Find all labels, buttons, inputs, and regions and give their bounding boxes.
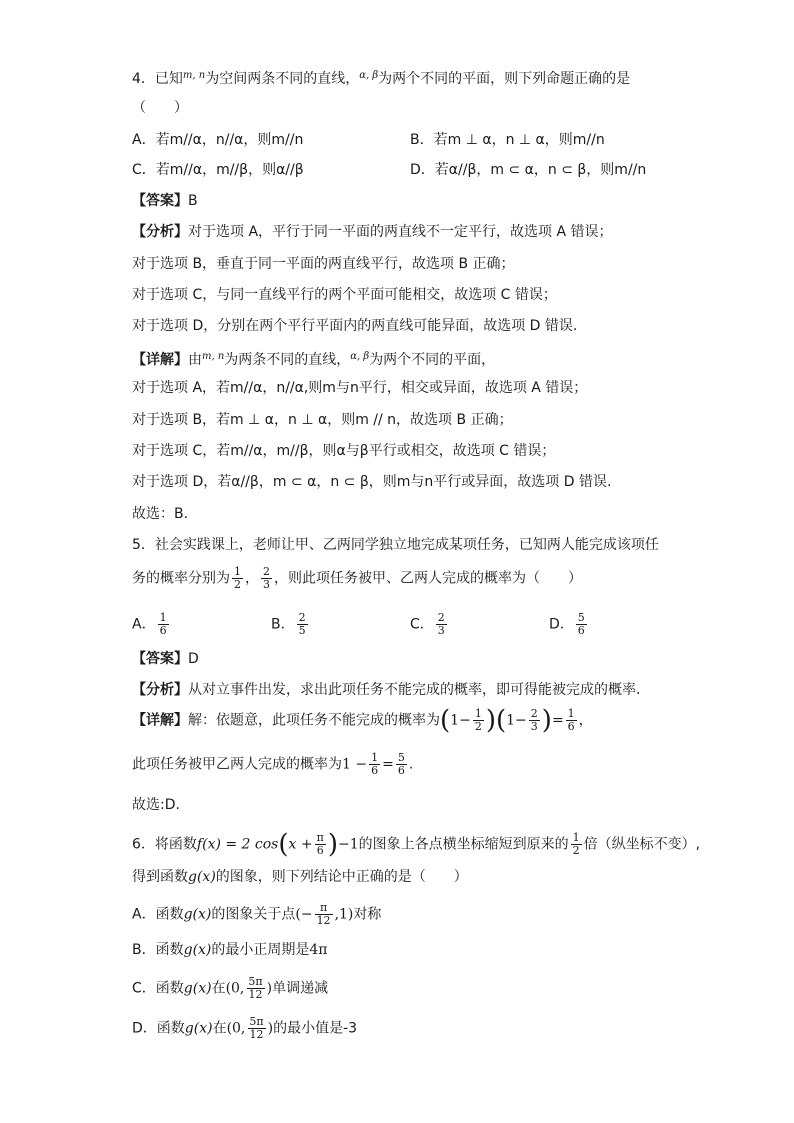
q6-stem-text: 6．将函数 [132,836,197,853]
numerator: 1 [567,707,575,720]
analysis-text: 从对立事件出发，求出此项任务不能完成的概率，即可得能被完成的概率. [188,682,641,698]
fraction [232,566,243,591]
q4-choose: 故选：B. [132,506,189,522]
fraction [315,902,333,927]
q4-analysis-3: 对于选项 C，与同一直线平行的两个平面可能相交，故选项 C 错误； [132,287,557,303]
q4-analysis-4: 对于选项 D，分别在两个平行平面内的两直线可能异面，故选项 D 错误. [132,318,578,334]
fraction [566,708,577,733]
denominator: 12 [249,1028,264,1041]
function-name: g(x) [184,1020,213,1037]
paren-close: ) [327,829,338,860]
option-text: 的最小值是-3 [273,1020,358,1037]
q5-detail [132,705,593,736]
denominator: 12 [316,914,331,927]
paren-open: ( [440,705,451,736]
equals-sign: = [382,756,394,773]
detail-text: 此项任务被甲乙两人完成的概率为 [132,756,342,773]
answer-value: B [188,193,198,209]
paren-open: ( [278,829,289,860]
comma: ， [245,570,259,587]
q4-detail-c: 对于选项 C，若m//α，m//β，则α与β平行或相交，故选项 C 错误； [132,443,556,459]
numerator: 1 [234,565,241,578]
fraction [297,612,308,637]
paren-open: ( [495,705,507,736]
minus-sign: − [515,712,527,729]
expression: (0, [225,980,245,997]
q6-stem-text: 的图象上各点横坐标缩短到原来的 [358,836,569,853]
expression: ) [267,1020,274,1037]
fraction [246,976,264,1001]
detail-mn: m, n [202,351,225,362]
expression: (− [295,906,313,923]
denominator: 2 [474,720,482,733]
q5-choose: 故选:D. [132,797,180,813]
answer-value: D [188,651,199,667]
expression: ) [266,980,273,997]
expression: (0, [226,1020,246,1037]
q5-stem-1: 5．社会实践课上，老师让甲、乙两同学独立地完成某项任务，已知两人能完成该项任 [132,537,659,553]
numerator: π [319,901,328,914]
q4-ab: α, β [359,70,379,81]
denominator: 12 [248,988,263,1001]
analysis-tag: 【分析】 [132,224,188,240]
option-text: 在 [211,980,226,997]
detail-text: 为两个不同的平面， [369,352,496,368]
q6-option-c [132,976,328,1001]
fraction [529,708,540,733]
option-text: 的最小正周期是 [211,942,310,958]
denominator: 3 [263,578,270,591]
expression: ,1) [334,906,354,923]
numerator: 2 [530,707,538,720]
detail-tag: 【详解】 [132,352,188,368]
numerator: 5π [249,1015,264,1028]
denominator: 2 [234,578,241,591]
expression: 1 − [342,756,368,773]
analysis-tag: 【分析】 [132,682,188,698]
number: 1 [450,712,460,729]
q4-analysis-1 [132,222,613,242]
denominator: 6 [371,764,379,777]
q4-stem-suffix: 为两个不同的平面，则下列命题正确的是 [378,71,631,87]
q5-option-c [410,612,449,637]
option-text: D．函数 [132,1020,185,1037]
q6-option-b [132,940,328,960]
denominator: 6 [316,844,324,857]
function-name: g(x) [188,869,216,885]
expression: x + [288,836,313,853]
q5-option-d [549,612,589,637]
q6-option-a [132,902,381,927]
option-text: C．函数 [132,980,184,997]
q4-option-a: A．若m//α，n//α，则m//n [132,132,304,148]
option-label: D． [549,616,574,633]
fraction [396,752,407,777]
paren-close: ) [485,705,496,736]
option-label: C． [410,616,434,633]
option-text: B．函数 [132,942,184,958]
q4-option-b: B．若m ⊥ α，n ⊥ α，则m//n [410,132,605,148]
fraction [369,752,380,777]
option-text: A．函数 [132,906,184,923]
fraction [158,612,169,637]
function-expression: f(x) = 2 cos [196,836,279,853]
numerator: 2 [263,565,270,578]
q5-option-a [132,612,171,637]
analysis-text: 对于选项 A，平行于同一平面的两直线不一定平行，故选项 A 错误； [188,224,613,240]
option-label: A． [132,616,156,633]
number: 1 [506,712,516,729]
function-name: g(x) [183,942,212,958]
detail-text: 为两条不同的直线， [224,352,351,368]
q6-stem-text: 的图象，则下列结论中正确的是（ ） [215,869,468,885]
paren-close: ) [541,705,552,736]
q4-analysis-2: 对于选项 B，垂直于同一平面的两直线平行，故选项 B 正确； [132,256,515,272]
numerator: 1 [572,831,580,844]
detail-text: . [408,756,414,773]
denominator: 5 [298,624,306,637]
option-text: 在 [212,1020,227,1037]
q5-stem-2 [132,566,582,591]
detail-ab: α, β [350,351,370,362]
fraction [473,708,484,733]
denominator: 3 [530,720,538,733]
q4-stem-mid: 为空间两条不同的直线， [205,71,360,87]
answer-tag: 【答案】 [132,651,188,667]
numerator: π [316,831,324,844]
q6-stem-2 [132,867,468,887]
fraction [315,832,326,857]
numerator: 5 [577,611,585,624]
q4-mn: m, n [182,70,206,81]
function-name: g(x) [183,906,212,923]
option-text: 对称 [353,906,382,923]
detail-text: 由 [188,352,202,368]
fraction [576,612,587,637]
fraction [571,832,582,857]
function-name: g(x) [183,980,212,997]
denominator: 3 [437,624,445,637]
q4-bracket: （ ） [132,100,188,116]
q4-answer [132,191,198,211]
detail-text: ， [578,712,593,729]
q6-option-d [132,1016,357,1041]
fraction [247,1016,265,1041]
numerator: 1 [474,707,482,720]
q4-option-d: D．若α//β，m ⊂ α，n ⊂ β，则m//n [410,162,647,178]
option-text: 的图象关于点 [211,906,296,923]
numerator: 2 [437,611,445,624]
denominator: 2 [572,844,580,857]
answer-tag: 【答案】 [132,193,188,209]
denominator: 6 [159,624,167,637]
detail-tag: 【详解】 [132,712,188,729]
q4-stem-prefix: 4．已知 [132,71,183,87]
q5-answer [132,649,199,669]
fraction [261,566,272,591]
q5-stem-text: 务的概率分别为 [132,570,230,587]
equals-sign: = [551,712,564,729]
denominator: 6 [577,624,585,637]
q4-detail-d: 对于选项 D，若α//β，m ⊂ α，n ⊂ β，则m与n平行或异面，故选项 D 错误. [132,474,612,490]
numerator: 5 [397,751,405,764]
fraction [436,612,447,637]
expression: −1 [338,836,359,853]
numerator: 2 [298,611,306,624]
q4-detail-a: 对于选项 A，若m//α，n//α,则m与n平行，相交或异面，故选项 A 错误； [132,380,588,396]
q5-analysis [132,680,640,700]
numerator: 5π [248,975,263,988]
q5-detail-2 [132,752,413,777]
q6-stem-text: 倍（纵坐标不变）, [583,836,701,853]
q6-stem-text: 得到函数 [132,869,188,885]
denominator: 6 [397,764,405,777]
q4-stem [132,66,630,89]
q5-stem-text: ，则此项任务被甲、乙两人完成的概率为（ ） [274,570,582,587]
numerator: 1 [371,751,379,764]
numerator: 1 [159,611,167,624]
q4-detail-intro [132,347,495,370]
option-label: B． [271,616,295,633]
detail-text: 解：依题意，此项任务不能完成的概率为 [188,712,440,729]
q4-detail-b: 对于选项 B，若m ⊥ α，n ⊥ α，则m // n，故选项 B 正确； [132,412,513,428]
q6-stem-1 [132,829,701,860]
denominator: 6 [567,720,575,733]
minus-sign: − [459,712,471,729]
q5-option-b [271,612,310,637]
option-text: 单调递减 [272,980,329,997]
expression: 4π [309,942,328,958]
q4-option-c: C．若m//α，m//β，则α//β [132,162,304,178]
